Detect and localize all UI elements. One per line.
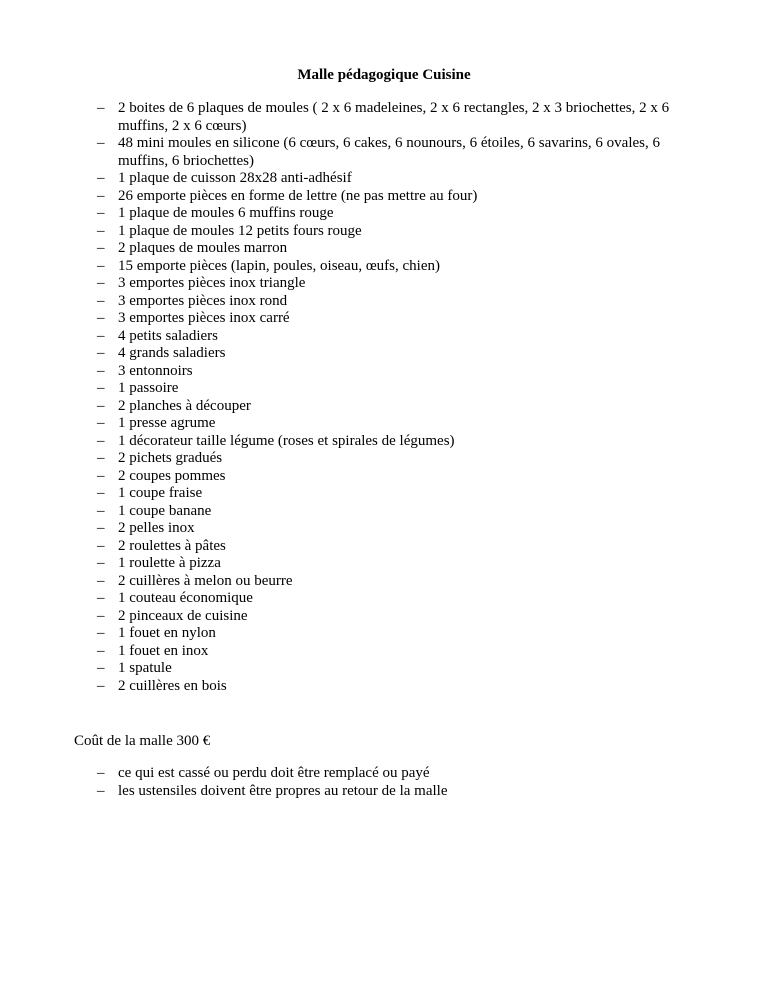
bullet-dash: – — [97, 222, 105, 239]
bullet-dash: – — [97, 660, 105, 676]
list-item-text: 2 pinceaux de cuisine — [118, 607, 248, 624]
list-item-text: 15 emporte pièces (lapin, poules, oiseau, œufs, chien) — [118, 257, 440, 274]
bullet-dash: – — [97, 240, 105, 256]
bullet-dash: – — [97, 327, 105, 344]
document-title: Malle pédagogique Cuisine — [297, 67, 471, 83]
list-item — [0, 135, 698, 170]
list-item — [0, 240, 698, 258]
list-item-text: 2 boites de 6 plaques de moules ( 2 x 6 madeleines, 2 x 6 rectangles, 2 x 3 briochettes, 2 x 6 muffins, 2 x 6 cœurs) — [118, 100, 670, 134]
list-item-text: 1 passoire — [118, 380, 179, 396]
condition-item — [0, 765, 698, 783]
list-item-text: 1 roulette à pizza — [118, 555, 221, 571]
list-item — [0, 520, 698, 538]
list-item — [0, 485, 698, 503]
bullet-dash: – — [97, 537, 105, 554]
bullet-dash: – — [97, 310, 105, 326]
list-item — [0, 170, 698, 188]
list-item-text: 1 plaque de moules 6 muffins rouge — [118, 205, 334, 221]
condition-item-text: les ustensiles doivent être propres au retour de la malle — [118, 782, 448, 799]
list-item — [0, 573, 698, 591]
list-item — [0, 450, 698, 468]
list-item-text: 1 plaque de moules 12 petits fours rouge — [118, 222, 362, 239]
list-item-text: 26 emporte pièces en forme de lettre (ne pas mettre au four) — [118, 187, 478, 204]
list-item — [0, 555, 698, 573]
list-item-text: 3 entonnoirs — [118, 362, 193, 379]
list-item — [0, 678, 698, 696]
equipment-list — [0, 100, 768, 695]
list-item — [0, 643, 698, 661]
list-item — [0, 660, 698, 678]
list-item-text: 4 petits saladiers — [118, 327, 218, 344]
bullet-dash: – — [97, 467, 105, 484]
bullet-dash: – — [97, 485, 105, 501]
bullet-dash: – — [97, 380, 105, 396]
conditions-list — [0, 765, 768, 800]
list-item-text: 1 spatule — [118, 660, 172, 676]
list-item-text: 1 fouet en inox — [118, 642, 209, 659]
list-item-text: 2 pichets gradués — [118, 450, 223, 466]
list-item — [0, 258, 698, 276]
list-item — [0, 398, 698, 416]
list-item — [0, 468, 698, 486]
cost-line: Coût de la malle 300 € — [74, 733, 211, 749]
bullet-dash: – — [97, 555, 105, 571]
bullet-dash: – — [97, 572, 105, 589]
condition-item — [0, 783, 698, 801]
bullet-dash: – — [97, 187, 105, 204]
list-item — [0, 293, 698, 311]
list-item — [0, 100, 698, 135]
list-item — [0, 345, 698, 363]
list-item-text: 4 grands saladiers — [118, 345, 226, 361]
bullet-dash: – — [97, 275, 105, 291]
list-item — [0, 310, 698, 328]
list-item-text: 2 pelles inox — [118, 520, 195, 536]
bullet-dash: – — [97, 607, 105, 624]
bullet-dash: – — [97, 450, 105, 466]
bullet-dash: – — [97, 415, 105, 431]
condition-item-text: ce qui est cassé ou perdu doit être remplacé ou payé — [118, 765, 430, 781]
bullet-dash: – — [97, 765, 105, 781]
list-item — [0, 328, 698, 346]
bullet-dash: – — [97, 135, 105, 151]
bullet-dash: – — [97, 397, 105, 414]
list-item-text: 1 couteau économique — [118, 590, 253, 606]
bullet-dash: – — [97, 520, 105, 536]
bullet-dash: – — [97, 345, 105, 361]
bullet-dash: – — [97, 170, 105, 186]
list-item-text: 48 mini moules en silicone (6 cœurs, 6 cakes, 6 nounours, 6 étoiles, 6 savarins, 6 ovales, 6 muffins, 6 briochettes) — [118, 135, 660, 169]
list-item-text: 2 roulettes à pâtes — [118, 537, 226, 554]
list-item-text: 3 emportes pièces inox triangle — [118, 275, 306, 291]
list-item-text: 1 décorateur taille légume (roses et spirales de légumes) — [118, 432, 455, 449]
list-item-text: 3 emportes pièces inox rond — [118, 292, 288, 309]
bullet-dash: – — [97, 432, 105, 449]
bullet-dash: – — [97, 625, 105, 641]
list-item — [0, 205, 698, 223]
list-item — [0, 223, 698, 241]
list-item — [0, 503, 698, 521]
bullet-dash: – — [97, 100, 105, 116]
list-item — [0, 380, 698, 398]
bullet-dash: – — [97, 362, 105, 379]
bullet-dash: – — [97, 205, 105, 221]
list-item-text: 1 coupe banane — [118, 502, 212, 519]
list-item-text: 1 fouet en nylon — [118, 625, 216, 641]
list-item — [0, 188, 698, 206]
list-item — [0, 538, 698, 556]
list-item — [0, 433, 698, 451]
list-item-text: 1 presse agrume — [118, 415, 216, 431]
bullet-dash: – — [97, 782, 105, 799]
list-item-text: 2 cuillères en bois — [118, 677, 227, 694]
list-item-text: 1 coupe fraise — [118, 485, 203, 501]
list-item — [0, 363, 698, 381]
list-item-text: 2 plaques de moules marron — [118, 240, 288, 256]
list-item — [0, 275, 698, 293]
bullet-dash: – — [97, 642, 105, 659]
list-item-text: 2 planches à découper — [118, 397, 251, 414]
list-item-text: 2 cuillères à melon ou beurre — [118, 572, 293, 589]
bullet-dash: – — [97, 292, 105, 309]
bullet-dash: – — [97, 502, 105, 519]
list-item — [0, 608, 698, 626]
list-item-text: 2 coupes pommes — [118, 467, 226, 484]
list-item-text: 1 plaque de cuisson 28x28 anti-adhésif — [118, 170, 352, 186]
list-item — [0, 415, 698, 433]
list-item-text: 3 emportes pièces inox carré — [118, 310, 290, 326]
bullet-dash: – — [97, 677, 105, 694]
bullet-dash: – — [97, 590, 105, 606]
list-item — [0, 590, 698, 608]
list-item — [0, 625, 698, 643]
bullet-dash: – — [97, 257, 105, 274]
